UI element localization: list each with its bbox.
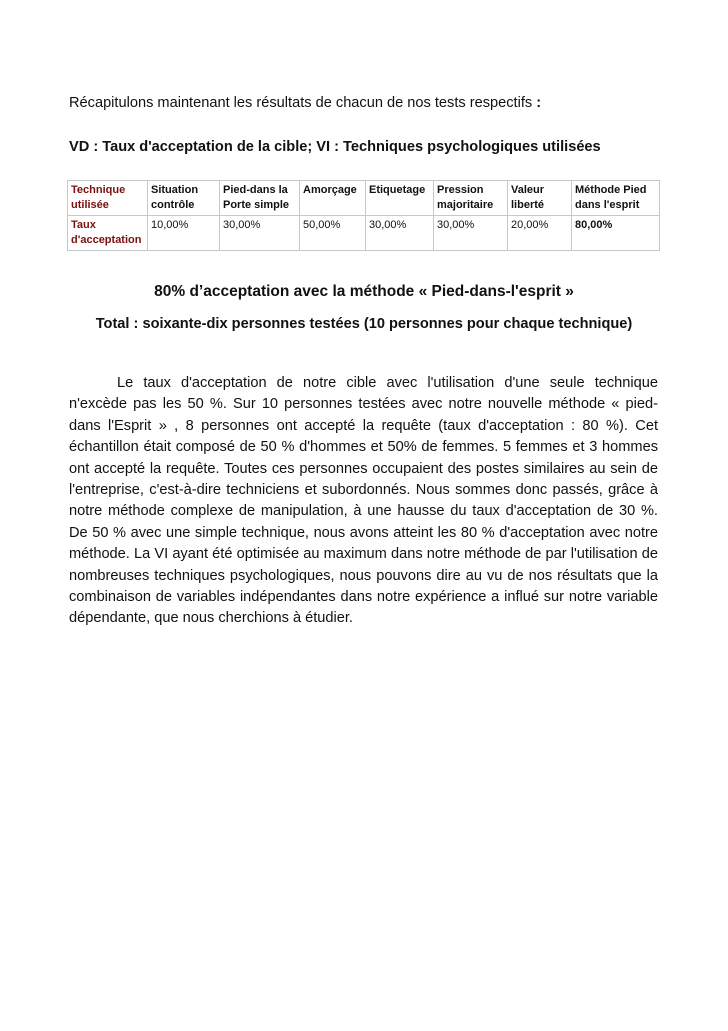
column-header: Pression majoritaire [434, 181, 508, 216]
column-header: Etiquetage [366, 181, 434, 216]
table-row [68, 216, 660, 251]
results-table [67, 180, 660, 251]
column-header: Méthode Pied dans l'esprit [572, 181, 660, 216]
column-header: Amorçage [300, 181, 366, 216]
header-label-cell: Technique utilisée [68, 181, 148, 216]
intro-line [69, 95, 541, 111]
value-cell: 10,00% [148, 216, 220, 251]
value-cell: 20,00% [508, 216, 572, 251]
column-header: Pied-dans la Porte simple [220, 181, 300, 216]
intro-text: Récapitulons maintenant les résultats de chacun de nos tests respectifs [69, 95, 533, 111]
table-header-row [68, 181, 660, 216]
total-line: Total : soixante-dix personnes testées (10 personnes pour chaque technique) [95, 316, 633, 332]
column-header: Valeur liberté [508, 181, 572, 216]
value-cell: 30,00% [434, 216, 508, 251]
value-cell: 30,00% [220, 216, 300, 251]
value-cell-highlight: 80,00% [572, 216, 660, 251]
value-cell: 50,00% [300, 216, 366, 251]
row-label-cell: Taux d'acceptation [68, 216, 148, 251]
value-cell: 30,00% [366, 216, 434, 251]
body-paragraph: Le taux d'acceptation de notre cible avec l'utilisation d'une seule technique n'excède pas les 50 %. Sur 10 personnes testées avec notre nouvelle méthode « pied-dans l'Esprit » , 8 personnes ont accepté la requête (taux d'acceptation : 80 %). Cet échantillon était composé de 50 % d'hommes et 50% de femmes. 5 femmes et 3 hommes ont accepté la requête. Toutes ces personnes occupaient des postes similaires au sein de l'entreprise, c'est-à-dire techniciens et subordonnés. Nous sommes donc passés, grâce à notre méthode complexe de manipulation, à une hausse du taux d'acceptation de 30 %. De 50 % avec une simple technique, nous avons atteint les 80 % d'acceptation avec notre méthode. La VI ayant été optimisée au maximum dans notre méthode de par l'utilisation de nombreuses techniques psychologiques, nous pouvons dire au vu de nos résultats que la combinaison de variables indépendantes dans notre expérience a influé sur notre variable dépendante, que nous cherchions à étudier. [69, 375, 658, 627]
column-header: Situation contrôle [148, 181, 220, 216]
vd-vi-heading: VD : Taux d'acceptation de la cible; VI : Techniques psychologiques utilisées [69, 139, 601, 155]
intro-colon: : [536, 95, 542, 111]
result-headline: 80% d’acceptation avec la méthode « Pied-dans-l'esprit » [154, 283, 574, 300]
